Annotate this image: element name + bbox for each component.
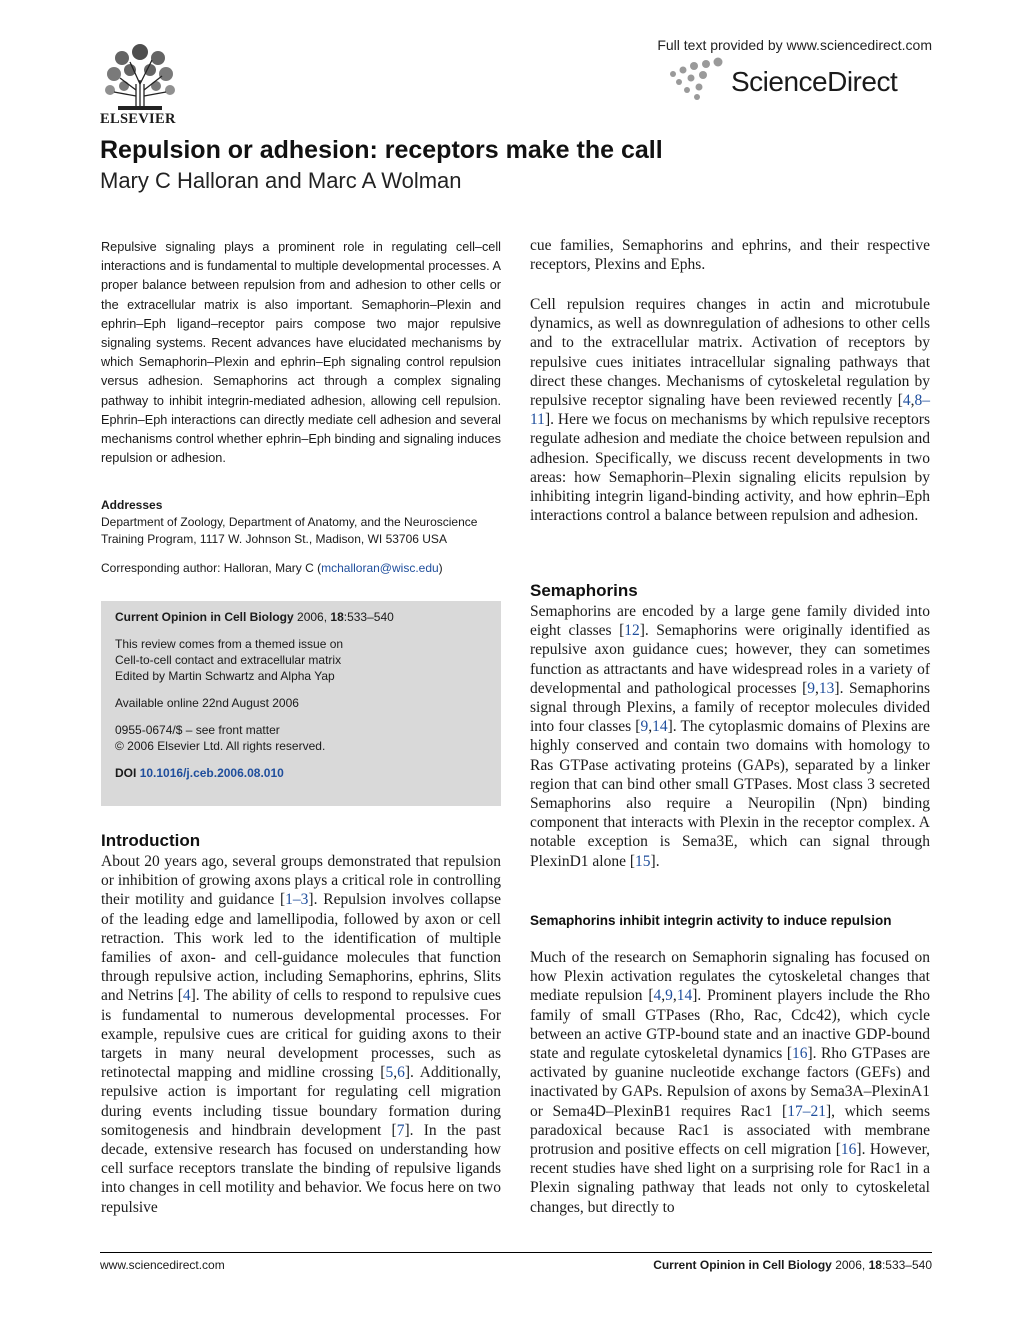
footer-website[interactable]: www.sciencedirect.com (100, 1258, 225, 1272)
text-segment: ]. Repulsion involves collapse of the leading edge and lamellipodia, followed by axon or cell retraction. This work led to the identification of multiple families of axon- and cell-guidance molecules that function through repulsive action, including Semaphorins, ephrins, Slits and Netrins [ (101, 891, 501, 1005)
introduction-heading: Introduction (101, 831, 201, 850)
text-segment: Semaphorins are encoded by a large gene family divided into eight classes [ (530, 603, 930, 640)
citation-link[interactable]: 15 (635, 852, 651, 870)
themed-issue-topic: Cell-to-cell contact and extracellular matrix (115, 653, 342, 667)
journal-citation (115, 609, 487, 625)
citation-link[interactable]: 5 (385, 1064, 394, 1082)
text-segment: Much of the research on Semaphorin signaling has focused on how Plexin activation regulates the cytoskeletal changes that mediate repulsion [ (530, 949, 930, 1005)
text-segment: ]. Prominent players include the Rho family of small GTPases (Rho, Rac, Cdc42), which cycle between an active GTP-bound state and an inactive GDP-bound state and regulate cytoskeletal dynamics [ (530, 987, 930, 1063)
address-line: Department of Zoology, Department of Anatomy, and the Neuroscience (101, 515, 478, 529)
citation-link[interactable]: 8–11 (530, 392, 930, 429)
doi-line (115, 765, 487, 781)
sciencedirect-wordmark: ScienceDirect (731, 66, 898, 97)
right-paragraph-1: cue families, Semaphorins and ephrins, and their respective receptors, Plexins and Ephs. (530, 237, 930, 274)
available-online: Available online 22nd August 2006 (115, 696, 299, 710)
text-segment: ]. Additionally, repulsive action is important for regulating cell migration during events including tissue boundary formation during somitogenesis and hindbrain development [ (101, 1064, 502, 1139)
text-segment: Cell repulsion requires changes in actin and microtubule dynamics, as well as downregulation of adhesions to other cells and to the extracellular matrix. Activation of receptors by repulsive cues initiates intracellular signaling pathways that direct these changes. Mechanisms of cytoskeletal regulation by repulsive receptor signaling have been reviewed recently [ (530, 296, 930, 410)
address-line: Training Program, 1117 W. Johnson St., Madison, WI 53706 USA (101, 532, 447, 546)
introduction-paragraph (101, 852, 501, 1217)
text-segment: , (815, 679, 819, 697)
edited-by: Edited by Martin Schwartz and Alpha Yap (115, 669, 335, 683)
text-segment: , (393, 1064, 398, 1082)
text-segment: ]. Here we focus on mechanisms by which repulsive receptors regulate adhesion and mediate the choice between repulsion and adhesion. Specifically, we discuss recent developments in two areas: how Semaphorin–Plexin signaling elicits repulsion by inhibiting integrin ligand-binding activity, and how ephrin–Eph interactions control a balance between repulsion and adhesion. (530, 411, 930, 525)
citation-link[interactable]: 9 (640, 718, 649, 736)
article-authors: Mary C Halloran and Marc A Wolman (100, 168, 462, 193)
citation-link[interactable]: 13 (818, 679, 835, 697)
journal-volume: 18 (330, 610, 344, 624)
doi-link[interactable]: 10.1016/j.ceb.2006.08.010 (139, 766, 284, 780)
text-segment: ]. Rho GTPases are activated by guanine nucleotide exchange factors (GEFs) and inactivated by GAPs. Repulsion of axons by Sema3A–PlexinA1 or Sema4D–PlexinB1 requires Rac1 [ (530, 1045, 930, 1120)
text-segment: , (648, 718, 653, 736)
corresponding-email-link[interactable]: mchalloran@wisc.edu (321, 561, 439, 575)
citation-link[interactable]: 16 (791, 1045, 808, 1063)
citation-link[interactable]: 4 (182, 987, 191, 1005)
text-segment: ], which seems paradoxical because Rac1 is associated with membrane protrusion and positive effects on cell migration [ (530, 1102, 930, 1159)
doi-label: DOI (115, 766, 137, 780)
journal-pages: :533–540 (343, 610, 394, 624)
right-paragraph-2 (530, 295, 930, 525)
footer-journal: Current Opinion in Cell Biology (653, 1258, 832, 1272)
issn-line: 0955-0674/$ – see front matter (115, 723, 280, 737)
copyright-line: © 2006 Elsevier Ltd. All rights reserved. (115, 739, 326, 753)
citation-link[interactable]: 4 (653, 987, 662, 1005)
full-text-notice[interactable]: Full text provided by www.sciencedirect.com (657, 37, 932, 53)
text-segment: ]. In the past decade, extensive research has focused on understanding how cell surface receptors translate the binding of repulsive ligands into changes in cell motility and behavior. We focus here on two repulsive (101, 1121, 501, 1216)
integrin-paragraph (530, 948, 930, 1217)
text-segment: ]. However, recent studies have shed light on a surprising role for Rac1 in a Plexin signaling pathway that leads not only to cytoskeletal changes, but directly to (530, 1141, 930, 1216)
text-segment: About 20 years ago, several groups demonstrated that repulsion or inhibition of growing axons plays a critical role in controlling their motility and guidance [ (101, 853, 501, 909)
semaphorins-heading: Semaphorins (530, 581, 638, 600)
citation-link[interactable]: 9 (807, 679, 816, 697)
text-segment: ]. Semaphorins signal through Plexins, a family of receptor molecules divided into four classes [ (530, 679, 930, 736)
text-segment: ]. The cytoplasmic domains of Plexins are highly conserved and contain two domains with homology to Ras GTPase activating proteins (GAPs), separated by a linker region that can bind other small GTPases. Most class 3 secreted Semaphorins also require a Neuropilin (Npn) binding component that interacts with Plexin in the receptor complex. A notable exception is Sema3E, which can signal through PlexinD1 alone [ (530, 718, 930, 870)
article-title: Repulsion or adhesion: receptors make the call (100, 136, 663, 164)
article-info-box (101, 601, 501, 806)
text-segment: ]. Semaphorins were originally identified as repulsive axon guidance cues; however, they can sometimes function as attractants and have widespread roles in a variety of developmental and pathological processes [ (530, 622, 930, 697)
citation-link[interactable]: 9 (665, 987, 673, 1005)
themed-issue-line: This review comes from a themed issue on (115, 637, 344, 651)
text-segment: , (661, 987, 666, 1005)
corresponding-author (101, 561, 501, 575)
addresses-label: Addresses (101, 498, 163, 512)
text-segment: ]. (650, 852, 660, 870)
footer-divider (100, 1252, 932, 1253)
text-segment: , (672, 987, 677, 1005)
citation-link[interactable]: 1–3 (285, 891, 309, 909)
citation-link[interactable]: 7 (396, 1121, 405, 1139)
footer-year: 2006, (835, 1258, 866, 1272)
footer-pages: :533–540 (881, 1258, 932, 1272)
citation-link[interactable]: 14 (652, 718, 668, 736)
corresponding-author-text: Corresponding author: Halloran, Mary C ( (101, 561, 322, 575)
citation-link[interactable]: 16 (840, 1141, 857, 1159)
citation-link[interactable]: 17–21 (787, 1102, 826, 1120)
addresses-text (101, 514, 501, 548)
citation-link[interactable]: 12 (624, 622, 640, 640)
footer-citation (560, 1258, 932, 1272)
abstract: Repulsive signaling plays a prominent role in regulating cell–cell interactions and is fundamental to multiple developmental processes. A proper balance between repulsion from and adhesion to other cells or the extracellular matrix is also important. Semaphorin–Plexin and ephrin–Eph ligand–receptor pairs compose two major repulsive signaling systems. Recent advances have elucidated mechanisms by which Semaphorin–Plexin and ephrin–Eph signaling control repulsion versus adhesion. Semaphorins act through a complex signaling pathway to inhibit integrin-mediated adhesion, allowing cell repulsion. Ephrin–Eph interactions can directly mediate cell adhesion and several mechanisms control whether ephrin–Eph binding and signaling induces repulsion or adhesion. (101, 240, 501, 466)
journal-name: Current Opinion in Cell Biology (115, 610, 294, 624)
text-segment: ]. The ability of cells to respond to repulsive cues is fundamental to numerous developmental processes. For example, repulsive cues are critical for guiding axons to their targets in many neural development processes, such as retinotectal mapping and midline crossing [ (101, 987, 501, 1082)
elsevier-wordmark: ELSEVIER (100, 111, 176, 127)
footer-volume: 18 (868, 1258, 882, 1272)
text-segment: , (910, 392, 915, 410)
journal-year: 2006, (297, 610, 328, 624)
citation-link[interactable]: 6 (397, 1064, 405, 1082)
integrin-subheading: Semaphorins inhibit integrin activity to induce repulsion (530, 913, 892, 928)
semaphorins-paragraph (530, 602, 930, 871)
citation-link[interactable]: 4 (902, 392, 911, 410)
corresponding-author-suffix: ) (438, 561, 443, 575)
sciencedirect-dots-icon (667, 56, 731, 102)
citation-link[interactable]: 14 (676, 987, 693, 1005)
